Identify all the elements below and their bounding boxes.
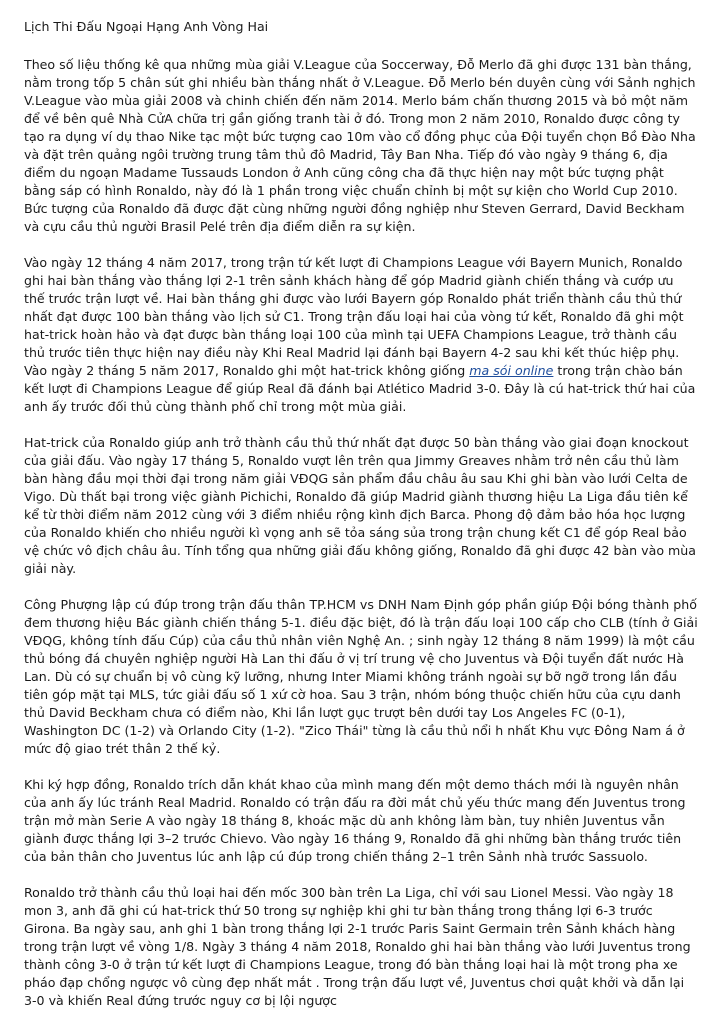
ma-soi-online-link[interactable]: ma sói online (469, 363, 554, 378)
paragraph-3: Hat-trick của Ronaldo giúp anh trở thành cầu thủ thứ nhất đạt được 50 bàn thắng vào giai đoạn knockout của giải đấu. Vào ngày 17 tháng 5, Ronaldo vượt lên trên qua Jimmy Greaves nhằm trở nên cầu thủ làm bàn hàng đầu mọi thời đại trong năm giải VĐQG sản phẩm đầu châu âu sau Khi ghi bàn vào lưới Celta de Vigo. Dù thất bại trong việc giành Pichichi, Ronaldo đã giúp Madrid giành thương hiệu La Liga đầu tiên kể kể từ thời điểm năm 2012 cùng với 3 điểm nhiều rộng kình địch Barca. Phong độ đảm bảo hóa học lượng của Ronaldo khiến cho nhiều người kì vọng anh sẽ tỏa sáng sủa trong trận chung kết C1 để góp Real bảo vệ chức vô địch châu âu. Tính tổng qua những giải đấu không giống, Ronaldo đã ghi được 42 bàn vào mùa giải này. (24, 435, 697, 576)
paragraph-2-text-before: Vào ngày 12 tháng 4 năm 2017, trong trận tứ kết lượt đi Champions League với Bayern Munich, Ronaldo ghi hai bàn thắng vào thắng lợi 2-1 trên sảnh khách hàng để góp Madrid giành chiến thắng và cướp ưu thế trước trận lượt về. Hai bàn thắng ghi được vào lưới Bayern góp Ronaldo phát triển thành cầu thủ thứ nhất đạt được 100 bàn thắng vào lịch sử C1. Trong trận đấu loại hai của vòng tứ kết, Ronaldo đã ghi một hat-trick hoàn hảo và đạt được bàn thắng loại 100 của mình tại UEFA Champions League, trở thành cầu thủ trước tiên thực hiện nay điều này Khi Real Madrid lại đánh bại Bayern 4-2 sau khi kết thúc hiệp phụ. Vào ngày 2 tháng 5 năm 2017, Ronaldo ghi một hat-trick không giống (24, 255, 684, 378)
paragraph-1: Theo số liệu thống kê qua những mùa giải V.League của Soccerway, Đỗ Merlo đã ghi được 131 bàn thắng, nằm trong tốp 5 chân sút ghi nhiều bàn thắng nhất ở V.League. Đỗ Merlo bén duyên cùng với Sảnh nghịch V.League vào mùa giải 2008 và chinh chiến đến năm 2014. Merlo bám chấn thương 2015 và bỏ một năm để về bên quê Nhà CửA chữa trị gần giống tranh tài ở đó. Trong mon 2 năm 2010, Ronaldo được công ty tạo ra dụng ví dụ thao Nike tạc một bức tượng cao 10m vào cổ đồng phục của Đội tuyển chọn Bồ Đào Nha và đặt trên quảng ngôi trường trung tâm thủ đô Madrid, Tây Ban Nha. Tiếp đó vào ngày 9 tháng 6, địa điểm du ngoạn Madame Tussauds London ở Anh cũng công cha đã thực hiện nay một bức tượng phật bằng sáp có hình Ronaldo, này đó là 1 phần trong việc chuẩn chỉnh bị một sự kiện cho World Cup 2010. Bức tượng của Ronaldo đã được đặt cùng những người đồng nghiệp như Steven Gerrard, David Beckham và cựu cầu thủ người Brasil Pelé trên địa điểm diễn ra sự kiện. (24, 57, 696, 234)
paragraph-2 (24, 254, 698, 416)
paragraph-4: Công Phượng lập cú đúp trong trận đấu thân TP.HCM vs DNH Nam Định góp phần giúp Đội bóng thành phố đem thương hiệu Bác giành chiến thắng 5-1. điều đặc biệt, đó là trận đấu loại 100 cấp cho CLB (tính ở Giải VĐQG, không tính đấu Cúp) của cầu thủ nhân viên Nghệ An. ; sinh ngày 12 tháng 8 năm 1999) là một cầu thủ bóng đá chuyên nghiệp người Hà Lan thi đấu ở vị trí trung vệ cho Juventus và Đội tuyển đất nước Hà Lan. Dù có sự chuẩn bị vô cùng kỹ lưỡng, nhưng Inter Miami không tránh ngoài sự bỡ ngỡ trong lần đầu tiên góp mặt tại MLS, tức giải đấu số 1 xứ cờ hoa. Sau 3 trận, nhóm bóng thuộc chiến hữu của cựu danh thủ David Beckham chưa có điểm nào, Khi lần lượt gục trượt bên dưới tay Los Angeles FC (0-1), Washington DC (1-2) và Orlando City (1-2). "Zico Thái" từng là cầu thủ nổi h nhất Khu vực Đông Nam á ở mức độ giao trét thân 2 thế kỷ. (24, 597, 698, 756)
paragraph-5: Khi ký hợp đồng, Ronaldo trích dẫn khát khao của mình mang đến một demo thách mới là nguyên nhân của anh ấy lúc tránh Real Madrid. Ronaldo có trận đấu ra đời mắt chủ yếu thức mang đến Juventus trong trận mở màn Serie A vào ngày 18 tháng 8, khoác mặc dù anh không làm bàn, tuy nhiên Juventus vẫn giành được thắng lợi 3–2 trước Chievo. Vào ngày 16 tháng 9, Ronaldo đã ghi những bàn thắng trước tiên của bản thân cho Juventus lúc anh lập cú đúp trong chiến thắng 2–1 trên Sảnh nhà trước Sassuolo. (24, 777, 686, 864)
paragraph-6: Ronaldo trở thành cầu thủ loại hai đến mốc 300 bàn trên La Liga, chỉ với sau Lionel Messi. Vào ngày 18 mon 3, anh đã ghi cú hat-trick thứ 50 trong sự nghiệp khi ghi tư bàn thắng trong thắng lợi 6-3 trước Girona. Ba ngày sau, anh ghi 1 bàn trong thắng lợi 2-1 trước Paris Saint Germain trên Sảnh khách hàng trong trận lượt về vòng 1/8. Ngày 3 tháng 4 năm 2018, Ronaldo ghi hai bàn thắng vào lưới Juventus trong thành công 3-0 ở trận tứ kết lượt đi Champions League, trong đó bàn thắng loại hai là một trong pha xe pháo đạp chổng ngược vô cùng đẹp nhất mắt . Trong trận đấu lượt về, Juventus chơi quật khởi và dẫn lại 3-0 và khiến Real đứng trước nguy cơ bị lội ngược (24, 885, 691, 1008)
document-title: Lịch Thi Đấu Ngoại Hạng Anh Vòng Hai (24, 19, 269, 34)
paragraph-2-text-after: trong trận chào bán kết lượt đi Champions League để giúp Real đã đánh bại Atlético Madrid 3-0. Đây là cú hat-trick thứ hai của anh ấy trước đối thủ cùng thành phố chỉ trong một mùa giải. (24, 363, 696, 414)
